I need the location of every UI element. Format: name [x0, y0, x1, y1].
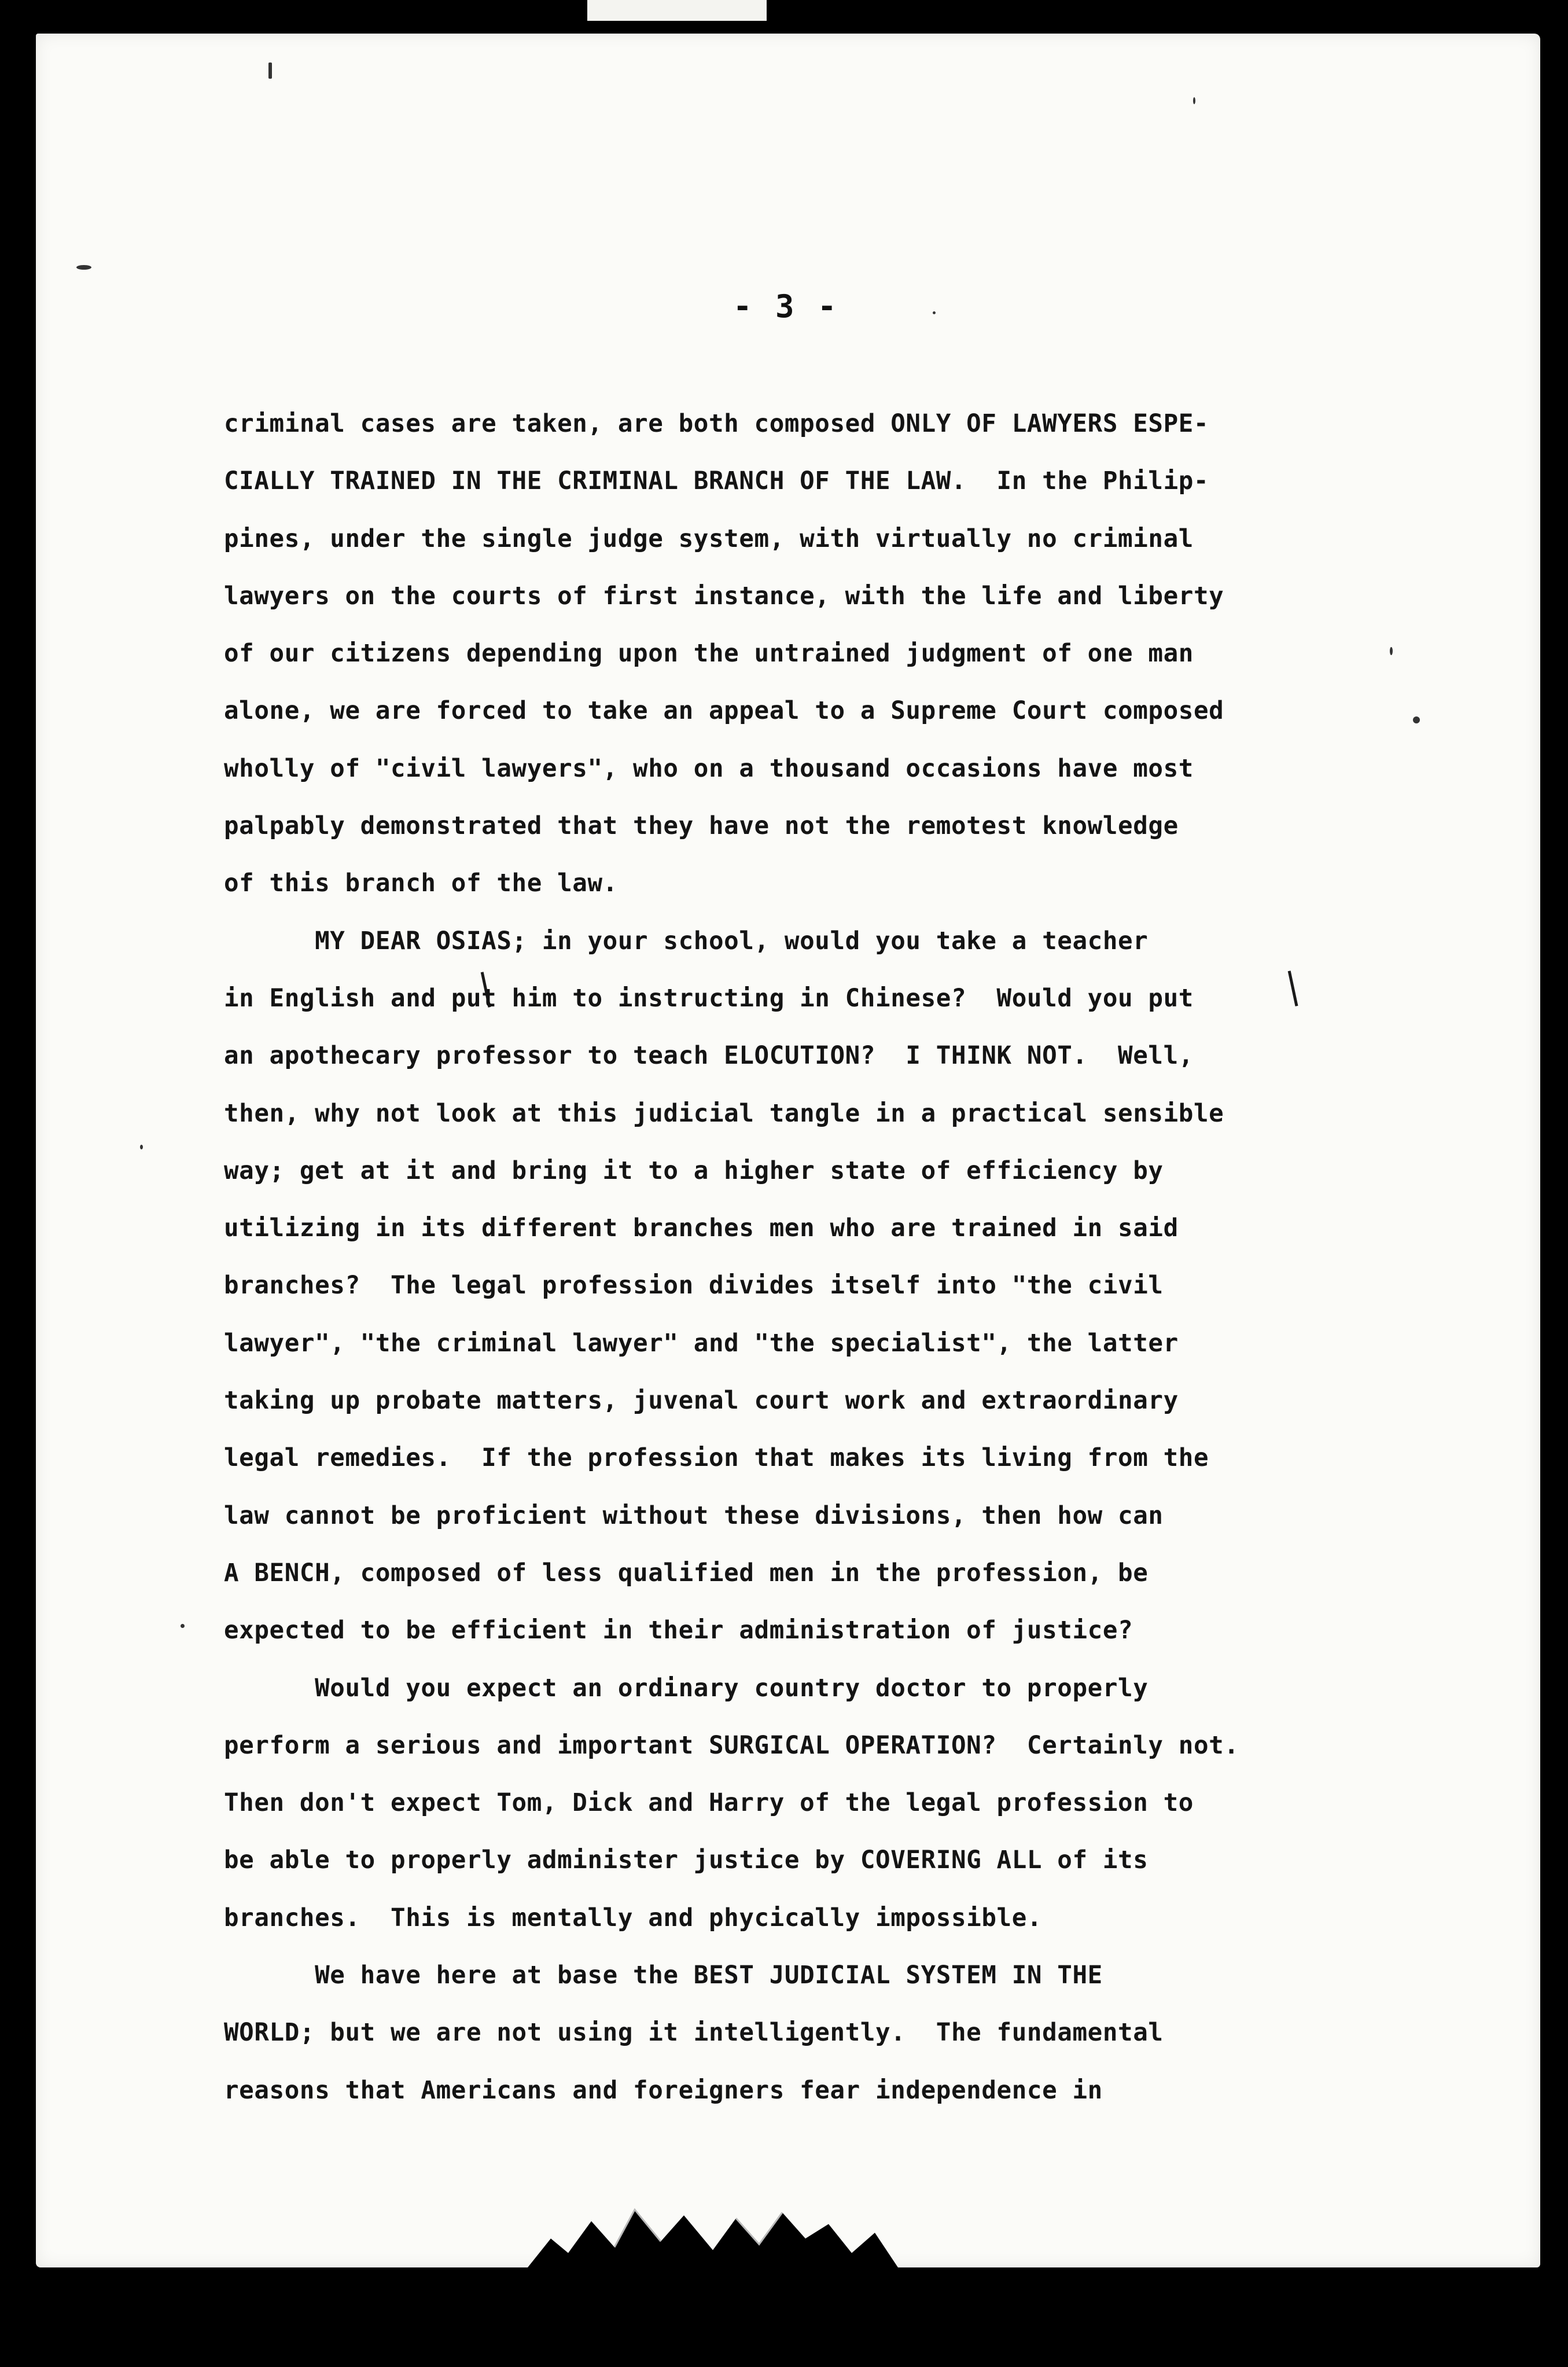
page-number: - 3 -	[733, 288, 839, 325]
text-line: Would you expect an ordinary country doctor to properly	[224, 1674, 1149, 1703]
text-line: criminal cases are taken, are both composed ONLY OF LAWYERS ESPE-	[224, 410, 1209, 438]
text-line: We have here at base the BEST JUDICIAL SYSTEM IN THE	[224, 1961, 1103, 1990]
text-line: Then don't expect Tom, Dick and Harry of the legal profession to	[224, 1789, 1194, 1818]
text-line: alone, we are forced to take an appeal to a Supreme Court composed	[224, 697, 1224, 726]
text-line: of this branch of the law.	[224, 869, 618, 898]
document-body	[224, 395, 1451, 2119]
text-line: MY DEAR OSIAS; in your school, would you take a teacher	[224, 927, 1149, 955]
scan-top-tab	[587, 0, 767, 21]
torn-paper-edge	[528, 2198, 898, 2267]
text-line: utilizing in its different branches men who are trained in said	[224, 1214, 1179, 1243]
text-line: reasons that Americans and foreigners fear independence in	[224, 2076, 1103, 2105]
text-line: then, why not look at this judicial tangle in a practical sensible	[224, 1099, 1224, 1128]
text-line: legal remedies. If the profession that makes its living from the	[224, 1444, 1209, 1473]
text-line: of our citizens depending upon the untrained judgment of one man	[224, 639, 1194, 668]
text-line: way; get at it and bring it to a higher state of efficiency by	[224, 1156, 1164, 1185]
text-line: be able to properly administer justice by COVERING ALL of its	[224, 1846, 1149, 1875]
text-line: expected to be efficient in their administration of justice?	[224, 1616, 1133, 1645]
text-line: taking up probate matters, juvenal court work and extraordinary	[224, 1387, 1179, 1416]
text-line: lawyer", "the criminal lawyer" and "the specialist", the latter	[224, 1329, 1179, 1358]
text-line: an apothecary professor to teach ELOCUTION? I THINK NOT. Well,	[224, 1042, 1194, 1071]
text-line: lawyers on the courts of first instance, with the life and liberty	[224, 582, 1224, 611]
text-line: law cannot be proficient without these divisions, then how can	[224, 1501, 1164, 1530]
text-line: branches? The legal profession divides itself into "the civil	[224, 1271, 1164, 1300]
text-line: A BENCH, composed of less qualified men in the profession, be	[224, 1559, 1149, 1587]
text-line: CIALLY TRAINED IN THE CRIMINAL BRANCH OF THE LAW. In the Philip-	[224, 467, 1209, 496]
text-line: branches. This is mentally and phycically impossible.	[224, 1903, 1043, 1932]
text-line: perform a serious and important SURGICAL OPERATION? Certainly not.	[224, 1731, 1239, 1760]
text-line: WORLD; but we are not using it intelligently. The fundamental	[224, 2019, 1164, 2048]
text-line: in English and put him to instructing in Chinese? Would you put	[224, 984, 1194, 1013]
typed-page	[36, 34, 1540, 2267]
text-line: pines, under the single judge system, with virtually no criminal	[224, 524, 1194, 553]
text-line: palpably demonstrated that they have not the remotest knowledge	[224, 812, 1179, 841]
text-line: wholly of "civil lawyers", who on a thousand occasions have most	[224, 754, 1194, 783]
